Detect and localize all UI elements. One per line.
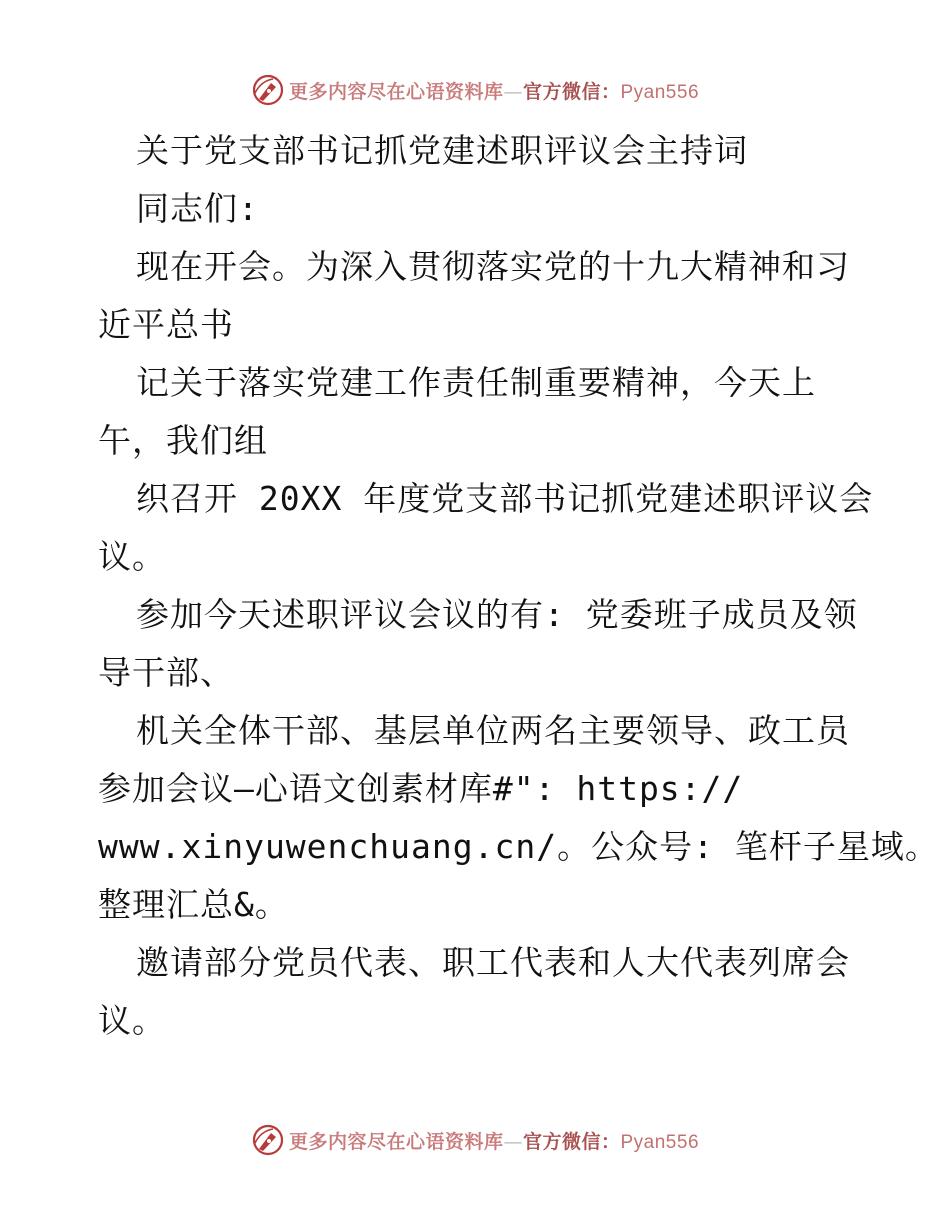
text-line: 参加今天述职评议会议的有: 党委班子成员及领 [136, 595, 858, 634]
footer-wechat-id: Pyan556 [620, 1131, 700, 1153]
text-line: 同志们: [136, 189, 259, 228]
footer-label: 官方微信： [522, 1130, 621, 1153]
header-label: 官方微信： [522, 80, 621, 103]
header-dash: — [503, 80, 523, 103]
text-line: 近平总书 [98, 305, 234, 344]
document-body [98, 122, 939, 1050]
text-line: 织召开 20XX 年度党支部书记抓党建述职评议会 [136, 479, 874, 518]
header-wechat-id: Pyan556 [620, 81, 700, 103]
text-line: 记关于落实党建工作责任制重要精神，今天上 [136, 363, 816, 402]
text-line: 现在开会。为深入贯彻落实党的十九大精神和习 [136, 247, 850, 286]
text-line: 邀请部分党员代表、职工代表和人大代表列席会 [136, 943, 850, 982]
text-line: 导干部、 [98, 653, 234, 692]
pen-nib-circle-icon [251, 73, 285, 107]
text-line: 整理汇总&。 [98, 885, 289, 924]
text-line: 关于党支部书记抓党建述职评议会主持词 [136, 131, 748, 170]
text-line: 机关全体干部、基层单位两名主要领导、政工员 [136, 711, 850, 750]
text-line: 午，我们组 [98, 421, 268, 460]
header-text [289, 77, 699, 104]
text-line: 议。 [98, 537, 166, 576]
footer-banner [0, 1120, 950, 1160]
footer-brand: 更多内容尽在心语资料库 [288, 1130, 504, 1153]
text-line: 参加会议—心语文创素材库#": https:// [98, 769, 744, 808]
text-line: www.xinyuwenchuang.cn/。公众号: 笔杆子星域。 [98, 827, 939, 866]
pen-nib-circle-icon [251, 1123, 285, 1157]
header-banner [0, 70, 950, 110]
text-line: 议。 [98, 1001, 166, 1040]
footer-text [289, 1127, 699, 1154]
header-brand: 更多内容尽在心语资料库 [288, 80, 504, 103]
footer-dash: — [503, 1130, 523, 1153]
